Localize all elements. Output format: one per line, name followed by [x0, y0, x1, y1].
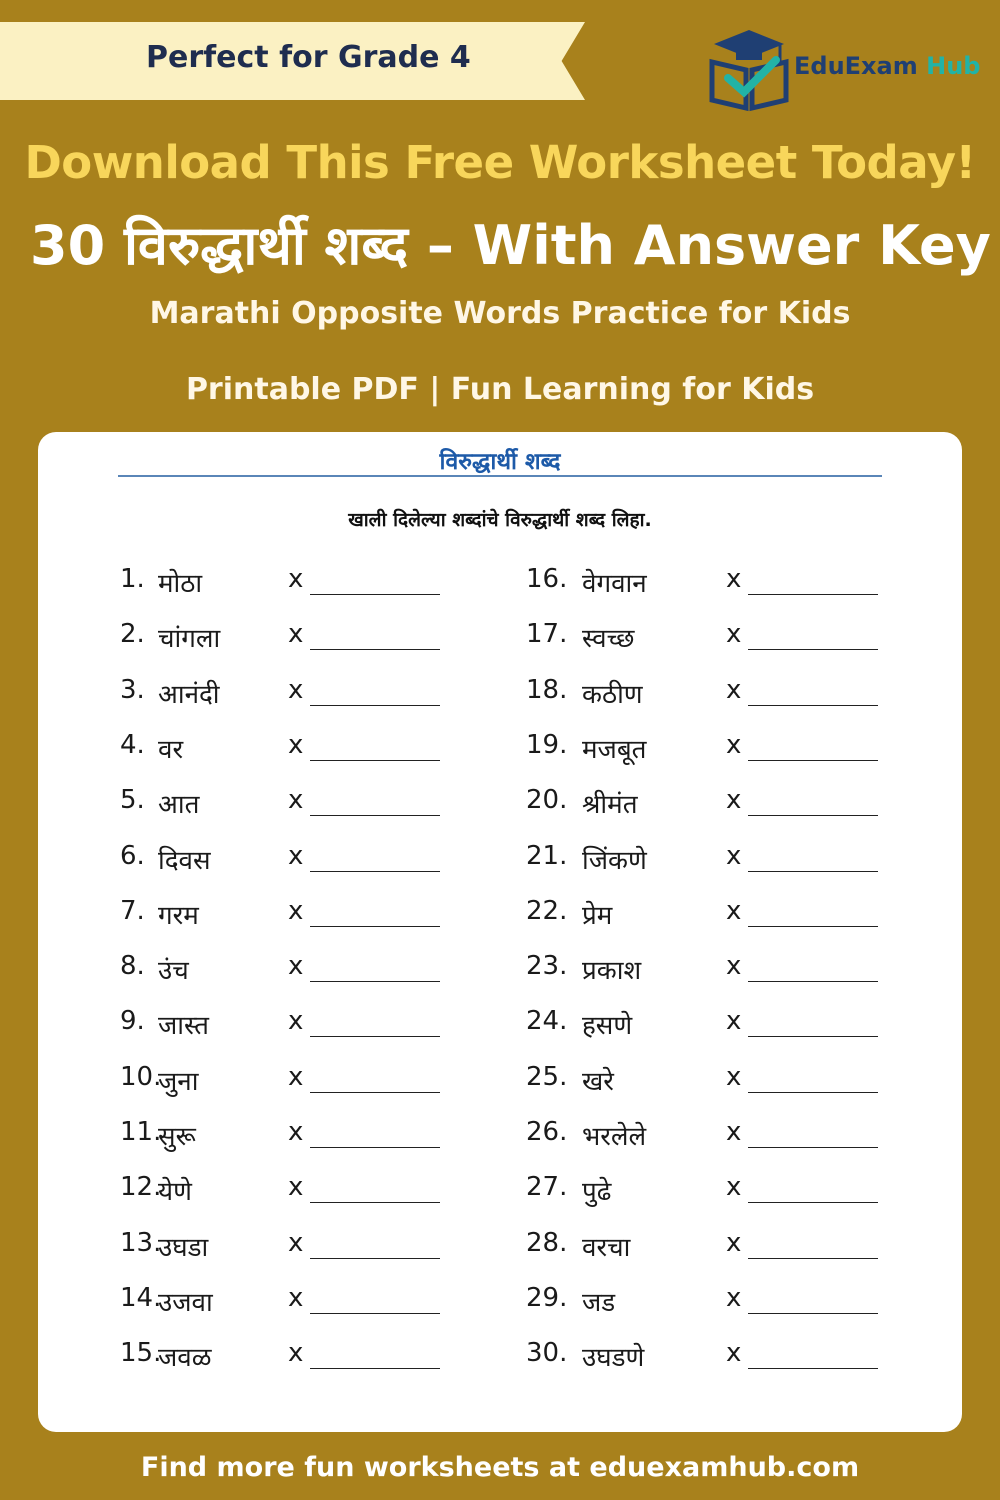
worksheet-item — [526, 841, 926, 881]
answer-blank[interactable] — [310, 926, 440, 927]
opposite-separator: x — [726, 951, 742, 982]
item-number: 8. — [120, 951, 145, 982]
item-word: जास्त — [158, 1011, 209, 1042]
worksheet-item — [120, 730, 520, 770]
answer-blank[interactable] — [748, 594, 878, 595]
opposite-separator: x — [288, 1061, 304, 1092]
answer-blank[interactable] — [748, 1147, 878, 1148]
opposite-separator: x — [288, 1172, 304, 1203]
item-word: उघडणे — [582, 1343, 645, 1374]
answer-blank[interactable] — [748, 649, 878, 650]
opposite-separator: x — [288, 895, 304, 926]
item-number: 12. — [120, 1172, 162, 1203]
answer-blank[interactable] — [310, 1092, 440, 1093]
answer-blank[interactable] — [310, 1202, 440, 1203]
item-word: उजवा — [158, 1287, 213, 1318]
answer-blank[interactable] — [748, 1368, 878, 1369]
worksheet-item — [526, 730, 926, 770]
item-word: खरे — [582, 1066, 614, 1097]
item-word: उंच — [158, 956, 189, 987]
worksheet-item — [120, 896, 520, 936]
worksheet-item — [526, 1228, 926, 1268]
opposite-separator: x — [288, 1006, 304, 1037]
item-word: पुढे — [582, 1177, 612, 1208]
opposite-separator: x — [288, 1117, 304, 1147]
item-word: चांगला — [158, 624, 221, 655]
opposite-separator: x — [726, 785, 742, 816]
item-number: 1. — [120, 564, 145, 594]
item-word: सुरू — [158, 1122, 196, 1152]
answer-blank[interactable] — [748, 760, 878, 761]
item-number: 6. — [120, 840, 145, 871]
answer-blank[interactable] — [310, 815, 440, 816]
answer-blank[interactable] — [310, 1368, 440, 1369]
item-number: 18. — [526, 674, 568, 705]
worksheet-item — [526, 1338, 926, 1378]
opposite-separator: x — [288, 951, 304, 982]
worksheet-instruction: खाली दिलेल्या शब्दांचे विरुद्धार्थी शब्द लिहा. — [348, 509, 652, 531]
opposite-separator: x — [726, 895, 742, 926]
answer-blank[interactable] — [748, 1202, 878, 1203]
opposite-separator: x — [726, 729, 742, 760]
item-word: येणे — [158, 1177, 192, 1208]
item-number: 13. — [120, 1227, 162, 1258]
item-word: वेगवान — [582, 569, 647, 599]
item-word: वरचा — [582, 1232, 631, 1263]
item-number: 30. — [526, 1338, 568, 1369]
item-word: प्रेम — [582, 900, 613, 931]
worksheet-item — [120, 1006, 520, 1046]
answer-blank[interactable] — [748, 705, 878, 706]
worksheet-item — [120, 785, 520, 825]
worksheet-item — [120, 1172, 520, 1212]
item-word: जवळ — [158, 1343, 212, 1374]
logo-name-part1: EduExam — [794, 52, 918, 80]
worksheet-item — [120, 564, 520, 604]
answer-blank[interactable] — [748, 981, 878, 982]
answer-blank[interactable] — [310, 1258, 440, 1259]
logo-name-part2: Hub — [926, 52, 981, 80]
worksheet-item — [526, 1283, 926, 1323]
worksheet-item — [526, 1117, 926, 1157]
headline: Download This Free Worksheet Today! — [24, 136, 976, 189]
worksheet-item — [120, 1228, 520, 1268]
worksheet-item — [526, 1006, 926, 1046]
worksheet-item — [526, 675, 926, 715]
item-word: स्वच्छ — [582, 624, 635, 655]
opposite-separator: x — [288, 840, 304, 871]
answer-blank[interactable] — [310, 649, 440, 650]
answer-blank[interactable] — [310, 871, 440, 872]
opposite-separator: x — [726, 619, 742, 650]
opposite-separator: x — [288, 1338, 304, 1369]
worksheet-item — [120, 1283, 520, 1323]
opposite-separator: x — [726, 1006, 742, 1037]
answer-blank[interactable] — [310, 705, 440, 706]
grade-label: Perfect for Grade 4 — [146, 40, 471, 75]
answer-blank[interactable] — [310, 1313, 440, 1314]
item-word: प्रकाश — [582, 956, 642, 987]
item-number: 11. — [120, 1117, 162, 1147]
answer-blank[interactable] — [748, 1036, 878, 1037]
worksheet-item — [526, 619, 926, 659]
item-number: 3. — [120, 674, 145, 705]
answer-blank[interactable] — [310, 1147, 440, 1148]
item-number: 16. — [526, 564, 568, 594]
opposite-separator: x — [726, 564, 742, 594]
item-number: 15. — [120, 1338, 162, 1369]
item-number: 14. — [120, 1282, 162, 1313]
worksheet-item — [120, 841, 520, 881]
worksheet-title: विरुद्धार्थी शब्द — [439, 449, 561, 475]
item-word: भरलेले — [582, 1122, 647, 1152]
worksheet-card — [38, 432, 962, 1432]
worksheet-item — [526, 951, 926, 991]
worksheet-item — [120, 1338, 520, 1378]
opposite-separator: x — [726, 1061, 742, 1092]
item-word: दिवस — [158, 845, 211, 876]
item-number: 28. — [526, 1227, 568, 1258]
graduation-book-icon — [706, 22, 792, 112]
item-number: 4. — [120, 729, 145, 760]
title-divider — [118, 475, 882, 477]
logo-wordmark — [794, 52, 980, 80]
worksheet-item — [120, 951, 520, 991]
opposite-separator: x — [288, 1282, 304, 1313]
answer-blank[interactable] — [748, 1313, 878, 1314]
item-number: 17. — [526, 619, 568, 650]
item-word: उघडा — [158, 1232, 209, 1263]
item-word: आनंदी — [158, 679, 220, 710]
opposite-separator: x — [726, 674, 742, 705]
item-word: मोठा — [158, 569, 203, 599]
worksheet-item — [120, 1062, 520, 1102]
worksheet-item — [120, 619, 520, 659]
opposite-separator: x — [288, 785, 304, 816]
worksheet-item — [120, 675, 520, 715]
item-number: 5. — [120, 785, 145, 816]
opposite-separator: x — [288, 564, 304, 594]
item-number: 29. — [526, 1282, 568, 1313]
answer-blank[interactable] — [748, 926, 878, 927]
worksheet-item — [526, 1172, 926, 1212]
item-word: जिंकणे — [582, 845, 647, 876]
item-number: 27. — [526, 1172, 568, 1203]
footer-text: Find more fun worksheets at eduexamhub.com — [140, 1452, 860, 1483]
item-number: 2. — [120, 619, 145, 650]
answer-blank[interactable] — [748, 1092, 878, 1093]
item-word: वर — [158, 734, 184, 765]
item-word: जुना — [158, 1066, 199, 1097]
answer-blank[interactable] — [748, 815, 878, 816]
opposite-separator: x — [288, 674, 304, 705]
item-number: 26. — [526, 1117, 568, 1147]
opposite-separator: x — [726, 1338, 742, 1369]
item-number: 23. — [526, 951, 568, 982]
answer-blank[interactable] — [748, 1258, 878, 1259]
worksheet-item — [526, 1062, 926, 1102]
page-title: 30 विरुद्धार्थी शब्द – With Answer Key — [30, 214, 991, 277]
tagline: Printable PDF | Fun Learning for Kids — [185, 372, 815, 407]
item-number: 25. — [526, 1061, 568, 1092]
answer-blank[interactable] — [310, 1036, 440, 1037]
worksheet-item — [526, 785, 926, 825]
opposite-separator: x — [288, 619, 304, 650]
item-number: 10. — [120, 1061, 162, 1092]
opposite-separator: x — [288, 729, 304, 760]
item-number: 22. — [526, 895, 568, 926]
subtitle: Marathi Opposite Words Practice for Kids — [149, 296, 851, 331]
item-number: 21. — [526, 840, 568, 871]
item-word: गरम — [158, 900, 199, 931]
worksheet-item — [526, 564, 926, 604]
item-number: 7. — [120, 895, 145, 926]
opposite-separator: x — [288, 1227, 304, 1258]
item-word: हसणे — [582, 1011, 633, 1042]
opposite-separator: x — [726, 1117, 742, 1147]
answer-blank[interactable] — [310, 981, 440, 982]
item-word: कठीण — [582, 679, 643, 710]
answer-blank[interactable] — [748, 871, 878, 872]
item-number: 19. — [526, 729, 568, 760]
item-number: 9. — [120, 1006, 145, 1037]
opposite-separator: x — [726, 1282, 742, 1313]
worksheet-item — [526, 896, 926, 936]
opposite-separator: x — [726, 1227, 742, 1258]
item-word: जड — [582, 1287, 616, 1318]
item-number: 20. — [526, 785, 568, 816]
item-number: 24. — [526, 1006, 568, 1037]
worksheet-item — [120, 1117, 520, 1157]
opposite-separator: x — [726, 1172, 742, 1203]
item-word: मजबूत — [582, 734, 647, 765]
item-word: आत — [158, 790, 200, 821]
site-logo[interactable] — [706, 22, 981, 112]
answer-blank[interactable] — [310, 760, 440, 761]
answer-blank[interactable] — [310, 594, 440, 595]
item-word: श्रीमंत — [582, 790, 638, 821]
opposite-separator: x — [726, 840, 742, 871]
